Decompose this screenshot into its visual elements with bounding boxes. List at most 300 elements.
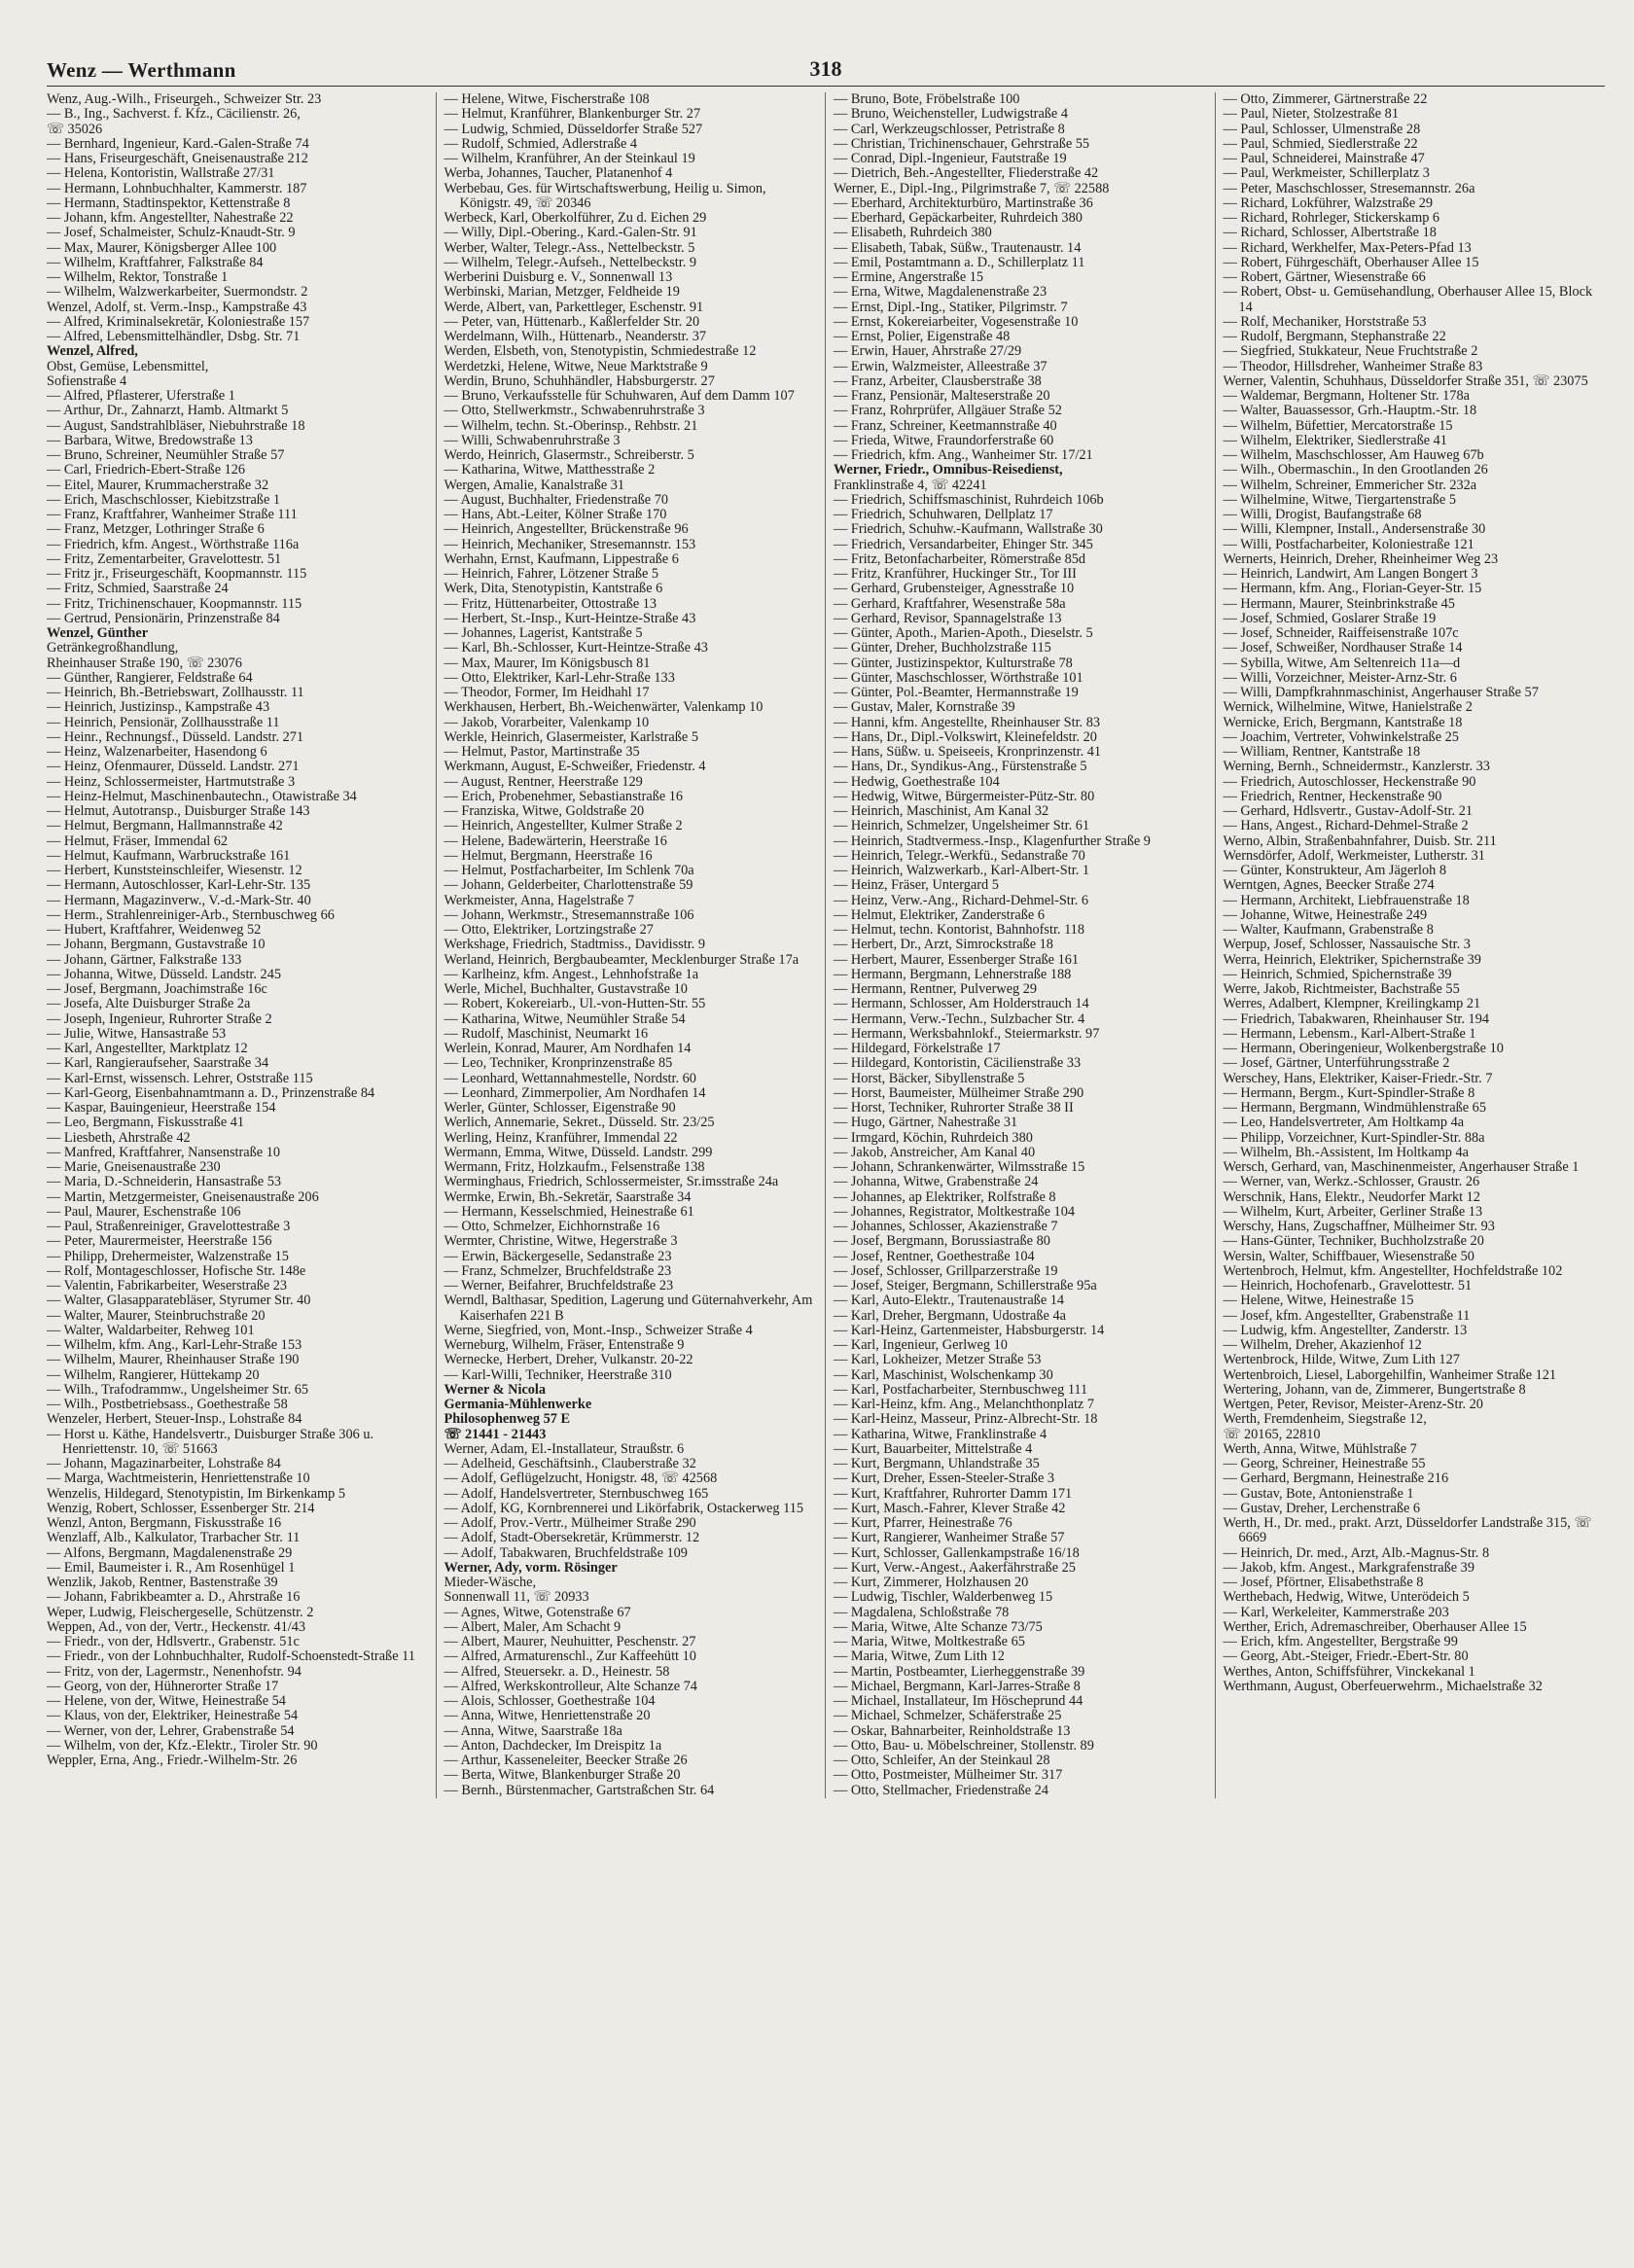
directory-entry: — Karl, Maschinist, Wolschenkamp 30 [834, 1366, 1053, 1383]
directory-entry: — Willi, Klempner, Install., Andersenstraße 30 [1223, 521, 1486, 538]
directory-entry: — Bruno, Bote, Fröbelstraße 100 [834, 92, 1020, 107]
directory-entry: — Wilhelm, techn. St.-Oberinsp., Rehbstr. 21 [444, 417, 698, 434]
directory-entry: — Wilhelm, Telegr.-Aufseh., Nettelbeckstr. 9 [444, 254, 697, 270]
directory-entry: — Helmut, Bergmann, Heerstraße 16 [444, 847, 653, 864]
directory-entry: — Horst u. Käthe, Handelsvertr., Duisburger Straße 306 u. Henriettenstr. 10, ☏ 51663 [47, 1426, 374, 1457]
directory-heading: Werner, Friedr., Omnibus-Reisedienst, [834, 462, 1063, 478]
directory-entry: — Herbert, Dr., Arzt, Simrockstraße 18 [834, 937, 1053, 953]
directory-entry: Wenz, Aug.-Wilh., Friseurgeh., Schweizer Str. 23 [47, 92, 322, 107]
directory-entry: — Helmut, Elektriker, Zanderstraße 6 [834, 906, 1045, 923]
directory-entry: Wernerts, Heinrich, Dreher, Rheinheimer Weg 23 [1223, 550, 1499, 567]
directory-entry: Werthmann, August, Oberfeuerwehrm., Michaelstraße 32 [1223, 1678, 1543, 1694]
directory-entry: — Oskar, Bahnarbeiter, Reinholdstraße 13 [834, 1722, 1071, 1739]
directory-entry: — Willi, Dampfkrahnmaschinist, Angerhauser Straße 57 [1223, 685, 1539, 700]
directory-entry: — Helmut, Pastor, Martinstraße 35 [444, 744, 640, 760]
directory-entry: — Johann, Fabrikbeamter a. D., Ahrstraße 16 [47, 1589, 301, 1606]
directory-entry: — Karl, Postfacharbeiter, Sternbuschweg 111 [834, 1381, 1088, 1398]
directory-entry: Franklinstraße 4, ☏ 42241 [834, 477, 987, 493]
directory-entry: — Josef, Rentner, Goethestraße 104 [834, 1248, 1035, 1264]
directory-entry: — Agnes, Witwe, Gotenstraße 67 [444, 1604, 631, 1620]
directory-entry: — Manfred, Kraftfahrer, Nansenstraße 10 [47, 1144, 280, 1160]
directory-entry: — Kurt, Masch.-Fahrer, Klever Straße 42 [834, 1500, 1066, 1516]
directory-entry: — Günter, Dreher, Buchholzstraße 115 [834, 640, 1051, 656]
directory-entry: ☏ 20165, 22810 [1223, 1426, 1321, 1442]
directory-entry: — Richard, Lokführer, Walzstraße 29 [1223, 195, 1434, 211]
directory-entry: — Richard, Werkhelfer, Max-Peters-Pfad 13 [1223, 239, 1472, 256]
directory-entry: — Herbert, Maurer, Essenberger Straße 161 [834, 951, 1080, 968]
directory-entry: Rheinhauser Straße 190, ☏ 23076 [47, 655, 242, 671]
directory-entry: — Hermann, Magazinverw., V.-d.-Mark-Str. 40 [47, 892, 311, 908]
directory-entry: Wertenbrock, Hilde, Witwe, Zum Lith 127 [1223, 1352, 1460, 1368]
directory-entry: — Walter, Glasapparatebläser, Styrumer Str. 40 [47, 1293, 311, 1309]
directory-entry: Werde, Albert, van, Parkettleger, Eschenstr. 91 [444, 299, 704, 315]
directory-entry: — Otto, Bau- u. Möbelschreiner, Stollenstr. 89 [834, 1737, 1094, 1754]
directory-entry: — Helena, Kontoristin, Wallstraße 27/31 [47, 165, 275, 182]
directory-entry: — Horst, Techniker, Ruhrorter Straße 38 II [834, 1100, 1074, 1116]
directory-entry: — Franz, Pensionär, Malteserstraße 20 [834, 388, 1050, 404]
directory-entry: — Marie, Gneisenaustraße 230 [47, 1159, 221, 1175]
directory-entry: — Kurt, Kraftfahrer, Ruhrorter Damm 171 [834, 1485, 1073, 1502]
directory-entry: — Erwin, Hauer, Ahrstraße 27/29 [834, 343, 1022, 360]
directory-entry: — Adolf, Prov.-Vertr., Mülheimer Straße 290 [444, 1515, 696, 1531]
directory-entry: — Hedwig, Goethestraße 104 [834, 773, 1000, 790]
directory-entry: — Heinz, Schlossermeister, Hartmutstraße 3 [47, 773, 296, 790]
directory-entry: — Hermann, Rentner, Pulverweg 29 [834, 981, 1038, 997]
directory-entry: — Emil, Postamtmann a. D., Schillerplatz 11 [834, 254, 1085, 270]
directory-entry: Wergen, Amalie, Kanalstraße 31 [444, 477, 625, 493]
directory-entry: — Elisabeth, Ruhrdeich 380 [834, 225, 992, 241]
directory-entry: — Karl, Angestellter, Marktplatz 12 [47, 1041, 248, 1056]
directory-entry: — Willi, Drogist, Baufangstraße 68 [1223, 507, 1422, 522]
directory-entry: — Friedr., von der Lohnbuchhalter, Rudolf-Schoenstedt-Straße 11 [47, 1648, 415, 1665]
directory-entry: — Karl-Heinz, Masseur, Prinz-Albrecht-Str. 18 [834, 1411, 1098, 1428]
directory-entry: — Friedrich, Schuhwaren, Dellplatz 17 [834, 507, 1053, 522]
directory-entry: — Philipp, Vorzeichner, Kurt-Spindler-Str. 88a [1223, 1129, 1485, 1146]
directory-entry: Werres, Adalbert, Klempner, Kreilingkamp 21 [1223, 996, 1481, 1012]
directory-entry: — Adolf, Tabakwaren, Bruchfeldstraße 109 [444, 1544, 688, 1561]
directory-entry: — Gustav, Bote, Antonienstraße 1 [1223, 1485, 1414, 1502]
directory-entry: — Robert, Kokereiarb., Ul.-von-Hutten-Str. 55 [444, 996, 706, 1012]
directory-entry: — Otto, Stellmacher, Friedenstraße 24 [834, 1782, 1048, 1798]
directory-entry: — Josef, Bergmann, Joachimstraße 16c [47, 981, 267, 997]
directory-heading: Werner, Ady, vorm. Rösinger [444, 1559, 618, 1576]
directory-entry: — Philipp, Drehermeister, Walzenstraße 15 [47, 1248, 289, 1264]
directory-entry: — Alfred, Kriminalsekretär, Koloniestraße 157 [47, 313, 310, 330]
directory-entry: — Johann, kfm. Angestellter, Nahestraße 22 [47, 210, 294, 226]
directory-entry: Werschnik, Hans, Elektr., Neudorfer Markt 12 [1223, 1188, 1480, 1205]
directory-entry: — Georg, Schreiner, Heinestraße 55 [1223, 1456, 1426, 1471]
directory-entry: — Günter, Justizinspektor, Kulturstraße 78 [834, 655, 1073, 671]
directory-entry: — Fritz, Hüttenarbeiter, Ottostraße 13 [444, 595, 657, 612]
directory-entry: — Josef, Steiger, Bergmann, Schillerstraße 95a [834, 1278, 1097, 1293]
directory-entry: Getränkegroßhandlung, [47, 640, 179, 656]
directory-entry: Werbinski, Marian, Metzger, Feldheide 19 [444, 284, 680, 301]
directory-entry: Werne, Siegfried, von, Mont.-Insp., Schweizer Straße 4 [444, 1322, 753, 1338]
directory-entry: — Rudolf, Maschinist, Neumarkt 16 [444, 1025, 649, 1042]
directory-entry: — Willy, Dipl.-Obering., Kard.-Galen-Str. 91 [444, 225, 697, 241]
directory-entry: Werden, Elsbeth, von, Stenotypistin, Schmiedestraße 12 [444, 343, 757, 360]
directory-entry: — Rolf, Montageschlosser, Hofische Str. 148e [47, 1262, 306, 1279]
directory-entry: — Richard, Rohrleger, Stickerskamp 6 [1223, 210, 1440, 226]
page-number: 318 [809, 56, 842, 81]
directory-entry: Werschy, Hans, Zugschaffner, Mülheimer Str. 93 [1223, 1219, 1495, 1234]
directory-entry: — Hermann, Stadtinspektor, Kettenstraße 8 [47, 195, 291, 211]
directory-entry: — Friedrich, Schiffsmaschinist, Ruhrdeich 106b [834, 491, 1104, 508]
directory-entry: Werlein, Konrad, Maurer, Am Nordhafen 14 [444, 1041, 692, 1056]
directory-entry: — Ludwig, Schmied, Düsseldorfer Straße 527 [444, 121, 703, 137]
column-3 [826, 92, 1216, 1798]
directory-entry: Wermter, Christine, Witwe, Hegerstraße 3 [444, 1233, 678, 1250]
directory-entry: Werdelmann, Wilh., Hüttenarb., Neanderstr. 37 [444, 329, 707, 344]
directory-entry: Wersch, Gerhard, van, Maschinenmeister, Angerhauser Straße 1 [1223, 1159, 1580, 1175]
directory-heading: Germania-Mühlenwerke [444, 1397, 592, 1412]
directory-entry: — Paul, Maurer, Eschenstraße 106 [47, 1203, 241, 1220]
directory-entry: — Johann, Gärtner, Falkstraße 133 [47, 951, 242, 968]
directory-entry: — Fritz, Zementarbeiter, Gravelottestr. 51 [47, 550, 282, 567]
directory-entry: — Ludwig, kfm. Angestellter, Zanderstr. 13 [1223, 1322, 1468, 1338]
directory-entry: Werneburg, Wilhelm, Fräser, Entenstraße 9 [444, 1337, 685, 1353]
directory-entry: Werra, Heinrich, Elektriker, Spichernstraße 39 [1223, 951, 1481, 968]
directory-entry: — Gertrud, Pensionärin, Prinzenstraße 84 [47, 610, 280, 626]
directory-entry: — Hermann, Kesselschmied, Heinestraße 61 [444, 1203, 694, 1220]
directory-entry: — Alfons, Bergmann, Magdalenenstraße 29 [47, 1544, 293, 1561]
directory-entry: — Johann, Bergmann, Gustavstraße 10 [47, 937, 266, 953]
directory-entry: — Wilhelm, Schreiner, Emmericher Str. 232a [1223, 477, 1477, 493]
directory-entry: — Wilhelm, kfm. Ang., Karl-Lehr-Straße 153 [47, 1337, 302, 1353]
directory-entry: Werberini Duisburg e. V., Sonnenwall 13 [444, 269, 673, 285]
directory-entry: — Leo, Techniker, Kronprinzenstraße 85 [444, 1055, 673, 1072]
directory-entry: — Josef, Bergmann, Borussiastraße 80 [834, 1233, 1050, 1250]
directory-entry: — Adelheid, Geschäftsinh., Clauberstraße 32 [444, 1456, 696, 1471]
directory-entry: — Helmut, Postfacharbeiter, Im Schlenk 70a [444, 863, 694, 878]
column-2 [437, 92, 827, 1798]
directory-entry: Wermke, Erwin, Bh.-Sekretär, Saarstraße 34 [444, 1188, 692, 1205]
directory-entry: Werther, Erich, Adremaschreiber, Oberhauser Allee 15 [1223, 1618, 1527, 1635]
directory-entry: — August, Rentner, Heerstraße 129 [444, 773, 643, 790]
directory-entry: — Wilhelm, Rektor, Tonstraße 1 [47, 269, 229, 285]
directory-entry: — Carl, Werkzeugschlosser, Petristraße 8 [834, 121, 1065, 137]
directory-entry: — Franz, Metzger, Lothringer Straße 6 [47, 521, 265, 538]
directory-entry: — Wilhelm, Kurt, Arbeiter, Gerliner Straße 13 [1223, 1203, 1483, 1220]
directory-entry: — Willi, Postfacharbeiter, Koloniestraße 121 [1223, 536, 1474, 552]
directory-entry: — Otto, Elektriker, Lortzingstraße 27 [444, 922, 654, 938]
directory-entry: — Hans, Friseurgeschäft, Gneisenaustraße 212 [47, 151, 308, 166]
directory-entry: — Heinrich, Fahrer, Lötzener Straße 5 [444, 566, 659, 582]
directory-entry: — Robert, Führgeschäft, Oberhauser Allee 15 [1223, 254, 1479, 270]
directory-entry: — Otto, Zimmerer, Gärtnerstraße 22 [1223, 92, 1428, 107]
directory-entry: — Ludwig, Tischler, Walderbenweg 15 [834, 1589, 1053, 1606]
directory-entry: — Kurt, Verw.-Angest., Aakerfährstraße 25 [834, 1559, 1076, 1576]
directory-entry: — Helmut, Kaufmann, Warbruckstraße 161 [47, 847, 291, 864]
directory-entry: — Hermann, Bergm., Kurt-Spindler-Straße 8 [1223, 1084, 1475, 1101]
directory-entry: — Karl-Georg, Eisenbahnamtmann a. D., Prinzenstraße 84 [47, 1084, 375, 1101]
directory-entry: — Werner, Beifahrer, Bruchfeldstraße 23 [444, 1278, 674, 1293]
directory-entry: — Karl, Auto-Elektr., Trautenaustraße 14 [834, 1293, 1065, 1309]
directory-entry: — Barbara, Witwe, Bredowstraße 13 [47, 432, 253, 448]
directory-entry: Werkmeister, Anna, Hagelstraße 7 [444, 892, 635, 908]
directory-entry: Wertenbroch, Helmut, kfm. Angestellter, Hochfeldstraße 102 [1223, 1262, 1563, 1279]
directory-entry: — Hans, Dr., Dipl.-Volkswirt, Kleinefeldstr. 20 [834, 728, 1097, 745]
directory-entry: — Johannes, Lagerist, Kantstraße 5 [444, 625, 643, 641]
directory-entry: — Paul, Schneiderei, Mainstraße 47 [1223, 151, 1425, 166]
directory-entry: — Martin, Postbeamter, Lierheggenstraße 39 [834, 1663, 1085, 1680]
directory-entry: — Liesbeth, Ahrstraße 42 [47, 1129, 191, 1146]
directory-entry: Werthes, Anton, Schiffsführer, Vinckekanal 1 [1223, 1663, 1475, 1680]
directory-entry: Werkshage, Friedrich, Stadtmiss., Davidisstr. 9 [444, 937, 705, 953]
directory-entry: — Hans-Günter, Techniker, Buchholzstraße 20 [1223, 1233, 1484, 1250]
directory-entry: — Paul, Schlosser, Ulmenstraße 28 [1223, 121, 1421, 137]
directory-entry: Werndl, Balthasar, Spedition, Lagerung und Güternahverkehr, Am Kaiserhafen 221 B [444, 1293, 813, 1324]
directory-entry: — Erwin, Bäckergeselle, Sedanstraße 23 [444, 1248, 672, 1264]
directory-entry: — Adolf, Stadt-Obersekretär, Krümmerstr. 12 [444, 1530, 700, 1546]
directory-entry: — Erich, Maschschlosser, Kiebitzstraße 1 [47, 491, 281, 508]
directory-entry: — Joachim, Vertreter, Vohwinkelstraße 25 [1223, 728, 1459, 745]
directory-entry: Wernick, Wilhelmine, Witwe, Hanielstraße 2 [1223, 699, 1473, 716]
directory-entry: — Hedwig, Witwe, Bürgermeister-Pütz-Str. 80 [834, 788, 1095, 804]
directory-entry: — Wilhelm, Kranführer, An der Steinkaul 19 [444, 151, 695, 166]
directory-entry: — Paul, Nieter, Stolzestraße 81 [1223, 106, 1399, 123]
directory-entry: — Josef, Schmied, Goslarer Straße 19 [1223, 610, 1437, 626]
directory-entry: — Otto, Schmelzer, Eichhornstraße 16 [444, 1219, 660, 1234]
directory-entry: — Maria, Witwe, Zum Lith 12 [834, 1648, 1005, 1665]
directory-entry: — Maria, Witwe, Alte Schanze 73/75 [834, 1618, 1043, 1635]
column-4 [1216, 92, 1606, 1798]
directory-entry: — Josef, Schlosser, Grillparzerstraße 19 [834, 1262, 1058, 1279]
directory-entry: Wenzig, Robert, Schlosser, Essenberger Str. 214 [47, 1500, 315, 1516]
directory-entry: — Heinrich, Mechaniker, Stresemannstr. 153 [444, 536, 696, 552]
directory-entry: — Gerhard, Grubensteiger, Agnesstraße 10 [834, 581, 1075, 597]
directory-entry: — Wilhelm, von der, Kfz.-Elektr., Tiroler Str. 90 [47, 1737, 318, 1754]
directory-entry: Wertgen, Peter, Revisor, Meister-Arenz-Str. 20 [1223, 1397, 1483, 1412]
directory-entry: Werdin, Bruno, Schuhhändler, Habsburgerstr. 27 [444, 372, 715, 389]
directory-entry: — Johann, Schrankenwärter, Wilmsstraße 15 [834, 1159, 1085, 1175]
directory-entry: — Jakob, Vorarbeiter, Valenkamp 10 [444, 714, 650, 730]
directory-entry: — Albert, Maurer, Neuhuitter, Peschenstr. 27 [444, 1634, 696, 1649]
directory-entry: — Johannes, Schlosser, Akazienstraße 7 [834, 1219, 1058, 1234]
directory-entry: — Otto, Postmeister, Mülheimer Str. 317 [834, 1767, 1063, 1784]
directory-entry: — Herm., Strahlenreiniger-Arb., Sternbuschweg 66 [47, 906, 335, 923]
directory-entry: — Hermann, Schlosser, Am Holderstrauch 14 [834, 996, 1089, 1012]
directory-entry: Wenzeler, Herbert, Steuer-Insp., Lohstraße 84 [47, 1411, 302, 1428]
directory-entry: — Hermann, Oberingenieur, Wolkenbergstraße 10 [1223, 1041, 1504, 1056]
directory-entry: — Josef, Schalmeister, Schulz-Knaudt-Str. 9 [47, 225, 296, 241]
directory-entry: — Johanne, Witwe, Heinestraße 249 [1223, 906, 1428, 923]
directory-entry: — Fritz, Kranführer, Huckinger Str., Tor III [834, 566, 1077, 582]
directory-entry: — Max, Maurer, Im Königsbusch 81 [444, 655, 651, 671]
directory-entry: — Hermann, Lohnbuchhalter, Kammerstr. 187 [47, 180, 307, 196]
directory-entry: — Gerhard, Hdlsvertr., Gustav-Adolf-Str. 21 [1223, 803, 1474, 819]
directory-entry: — Peter, Maurermeister, Heerstraße 156 [47, 1233, 272, 1250]
directory-entry: Sofienstraße 4 [47, 372, 127, 389]
directory-entry: — Georg, Abt.-Steiger, Friedr.-Ebert-Str. 80 [1223, 1648, 1469, 1665]
directory-entry: — Helene, von der, Witwe, Heinestraße 54 [47, 1693, 286, 1709]
directory-entry: — Hermann, Bergmann, Windmühlenstraße 65 [1223, 1100, 1486, 1116]
directory-entry: — Friedrich, Autoschlosser, Heckenstraße 90 [1223, 773, 1476, 790]
directory-entry: — Adolf, Handelsvertreter, Sternbuschweg 165 [444, 1485, 709, 1502]
directory-entry: Werkle, Heinrich, Glasermeister, Karlstraße 5 [444, 728, 698, 745]
directory-entry: — Eberhard, Architekturbüro, Martinstraße 36 [834, 195, 1093, 211]
directory-entry: — Helmut, Bergmann, Hallmannstraße 42 [47, 818, 283, 834]
directory-entry: — Karl, Bh.-Schlosser, Kurt-Heintze-Straße 43 [444, 640, 708, 656]
directory-entry: — Heinr., Rechnungsf., Düsseld. Landstr. 271 [47, 728, 304, 745]
directory-entry: — Richard, Schlosser, Albertstraße 18 [1223, 225, 1437, 241]
directory-entry: — Wilhelm, Maurer, Rheinhauser Straße 190 [47, 1352, 300, 1368]
directory-entry: — Irmgard, Köchin, Ruhrdeich 380 [834, 1129, 1033, 1146]
directory-entry: — Leonhard, Wettannahmestelle, Nordstr. 60 [444, 1070, 696, 1086]
directory-entry: — Gerhard, Bergmann, Heinestraße 216 [1223, 1471, 1449, 1487]
directory-entry: — Heinrich, Schmied, Spichernstraße 39 [1223, 966, 1452, 982]
directory-entry: — Heinz, Verw.-Ang., Richard-Dehmel-Str. 6 [834, 892, 1089, 908]
directory-entry: Werth, Fremdenheim, Siegstraße 12, [1223, 1411, 1427, 1428]
directory-entry: — Hans, Dr., Syndikus-Ang., Fürstenstraße 5 [834, 759, 1087, 775]
directory-entry: — Michael, Schmelzer, Schäferstraße 25 [834, 1708, 1062, 1724]
directory-entry: — Kurt, Bergmann, Uhlandstraße 35 [834, 1456, 1040, 1471]
directory-entry: — Anton, Dachdecker, Im Dreispitz 1a [444, 1737, 662, 1754]
directory-entry: — Josef, Schneider, Raiffeisenstraße 107c [1223, 625, 1459, 641]
directory-entry: Werler, Günter, Schlosser, Eigenstraße 90 [444, 1100, 676, 1116]
directory-entry: — Wilh., Trafodrammw., Ungelsheimer Str. 65 [47, 1381, 309, 1398]
directory-entry: — Martin, Metzgermeister, Gneisenaustraße 206 [47, 1188, 319, 1205]
directory-entry: — Theodor, Hillsdreher, Wanheimer Straße 83 [1223, 358, 1483, 374]
directory-entry: Wermann, Emma, Witwe, Düsseld. Landstr. 299 [444, 1144, 713, 1160]
directory-entry: — Herbert, St.-Insp., Kurt-Heintze-Straße 43 [444, 610, 696, 626]
directory-entry: — Gustav, Dreher, Lerchenstraße 6 [1223, 1500, 1421, 1516]
directory-entry: — Johannes, ap Elektriker, Rolfstraße 8 [834, 1188, 1056, 1205]
directory-entry: — Fritz jr., Friseurgeschäft, Koopmannstr. 115 [47, 566, 307, 582]
directory-entry: — Willi, Schwabenruhrstraße 3 [444, 432, 621, 448]
directory-entry: — Friedrich, Rentner, Heckenstraße 90 [1223, 788, 1442, 804]
directory-entry: — Katharina, Witwe, Neumühler Straße 54 [444, 1010, 686, 1027]
directory-entry: — Alfred, Werkskontrolleur, Alte Schanze 74 [444, 1678, 697, 1694]
directory-entry: Werner, Valentin, Schuhhaus, Düsseldorfer Straße 351, ☏ 23075 [1223, 372, 1588, 389]
directory-entry: — Kaspar, Bauingenieur, Heerstraße 154 [47, 1100, 276, 1116]
directory-entry: Werbebau, Ges. für Wirtschaftswerbung, Heilig u. Simon, Königstr. 49, ☏ 20346 [444, 180, 766, 211]
directory-entry: — Willi, Vorzeichner, Meister-Arnz-Str. 6 [1223, 669, 1457, 686]
directory-entry: — Karlheinz, kfm. Angest., Lehnhofstraße 1a [444, 966, 699, 982]
directory-entry: — Bruno, Schreiner, Neumühler Straße 57 [47, 447, 285, 463]
directory-entry: — Franz, Schmelzer, Bruchfeldstraße 23 [444, 1262, 672, 1279]
directory-entry: — Josef, kfm. Angestellter, Grabenstraße 11 [1223, 1307, 1471, 1324]
directory-entry: — Heinz, Fräser, Untergard 5 [834, 877, 999, 894]
directory-entry: Werschey, Hans, Elektriker, Kaiser-Friedr.-Str. 7 [1223, 1070, 1493, 1086]
directory-entry: — Rolf, Mechaniker, Horststraße 53 [1223, 313, 1427, 330]
directory-entry: — Hugo, Gärtner, Nahestraße 31 [834, 1115, 1018, 1131]
directory-entry: — Erich, Probenehmer, Sebastianstraße 16 [444, 788, 684, 804]
directory-entry: Wenzl, Anton, Bergmann, Fiskusstraße 16 [47, 1515, 282, 1531]
directory-entry: — Hermann, Maurer, Steinbrinkstraße 45 [1223, 595, 1455, 612]
directory-entry: — Gerhard, Kraftfahrer, Wesenstraße 58a [834, 595, 1066, 612]
directory-entry: — Sybilla, Witwe, Am Seltenreich 11a—d [1223, 655, 1461, 671]
directory-entry: — Joseph, Ingenieur, Ruhrorter Straße 2 [47, 1010, 272, 1027]
directory-entry: Wenzel, Adolf, st. Verm.-Insp., Kampstraße 43 [47, 299, 307, 315]
directory-entry: — Christian, Trichinenschauer, Gehrstraße 55 [834, 135, 1090, 152]
directory-entry: Werkhausen, Herbert, Bh.-Weichenwärter, Valenkamp 10 [444, 699, 764, 716]
directory-entry: — Michael, Bergmann, Karl-Jarres-Straße 8 [834, 1678, 1081, 1694]
directory-entry: — Walter, Waldarbeiter, Rehweg 101 [47, 1322, 255, 1338]
directory-entry: Werber, Walter, Telegr.-Ass., Nettelbeckstr. 5 [444, 239, 695, 256]
directory-entry: — Josef, Gärtner, Unterführungsstraße 2 [1223, 1055, 1450, 1072]
directory-entry: — Franz, Schreiner, Keetmannstraße 40 [834, 417, 1057, 434]
directory-entry: — William, Rentner, Kantstraße 18 [1223, 744, 1421, 760]
directory-entry: Wenzlik, Jakob, Rentner, Bastenstraße 39 [47, 1575, 278, 1590]
directory-entry: — Siegfried, Stukkateur, Neue Fruchtstraße 2 [1223, 343, 1478, 360]
directory-entry: — Maria, D.-Schneiderin, Hansastraße 53 [47, 1174, 281, 1190]
directory-entry: — Heinz, Walzenarbeiter, Hasendong 6 [47, 744, 267, 760]
directory-entry: — Peter, van, Hüttenarb., Kaßlerfelder Str. 20 [444, 313, 700, 330]
directory-entry: — Heinrich, Maschinist, Am Kanal 32 [834, 803, 1049, 819]
directory-heading: ☏ 21441 - 21443 [444, 1426, 547, 1442]
directory-entry: — Johanna, Witwe, Düsseld. Landstr. 245 [47, 966, 281, 982]
directory-entry: — Jakob, kfm. Angest., Markgrafenstraße 39 [1223, 1559, 1474, 1576]
directory-entry: — Horst, Bäcker, Sibyllenstraße 5 [834, 1070, 1025, 1086]
directory-entry: Werdo, Heinrich, Glasermstr., Schreiberstr. 5 [444, 447, 694, 463]
directory-entry: — Karl-Heinz, Gartenmeister, Habsburgerstr. 14 [834, 1322, 1105, 1338]
directory-entry: — Ernst, Dipl.-Ing., Statiker, Pilgrimstr. 7 [834, 299, 1068, 315]
directory-entry: — Paul, Straßenreiniger, Gravelottestraße 3 [47, 1219, 291, 1234]
directory-entry: — Hermann, Architekt, Liebfrauenstraße 18 [1223, 892, 1470, 908]
directory-entry: — Otto, Elektriker, Karl-Lehr-Straße 133 [444, 669, 675, 686]
directory-entry: Werbeck, Karl, Oberkolführer, Zu d. Eichen 29 [444, 210, 707, 226]
directory-entry: Werhahn, Ernst, Kaufmann, Lippestraße 6 [444, 550, 679, 567]
directory-entry: — Walter, Kaufmann, Grabenstraße 8 [1223, 922, 1434, 938]
directory-entry: — Franz, Kraftfahrer, Wanheimer Straße 111 [47, 507, 298, 522]
directory-entry: — Albert, Maler, Am Schacht 9 [444, 1618, 622, 1635]
directory-entry: — Helmut, Fräser, Immendal 62 [47, 833, 229, 849]
directory-entry: — Hermann, Werksbahnlokf., Steiermarkstr. 97 [834, 1025, 1100, 1042]
directory-entry: Werle, Michel, Buchhalter, Gustavstraße 10 [444, 981, 688, 997]
directory-entry: — Jakob, Anstreicher, Am Kanal 40 [834, 1144, 1036, 1160]
directory-entry: — Fritz, Schmied, Saarstraße 24 [47, 581, 229, 597]
directory-entry: — Leo, Bergmann, Fiskusstraße 41 [47, 1115, 245, 1131]
directory-entry: — Kurt, Rangierer, Wanheimer Straße 57 [834, 1530, 1065, 1546]
directory-entry: — Bruno, Verkaufsstelle für Schuhwaren, Auf dem Damm 107 [444, 388, 795, 404]
directory-entry: — Alfred, Steuersekr. a. D., Heinestr. 58 [444, 1663, 670, 1680]
directory-entry: — Hildegard, Förkelstraße 17 [834, 1041, 1001, 1056]
directory-entry: Werno, Albin, Straßenbahnfahrer, Duisb. Str. 211 [1223, 833, 1497, 849]
directory-entry: — Paul, Schmied, Siedlerstraße 22 [1223, 135, 1418, 152]
directory-entry: — Carl, Friedrich-Ebert-Straße 126 [47, 462, 246, 478]
directory-entry: — Johanna, Witwe, Grabenstraße 24 [834, 1174, 1039, 1190]
directory-entry: Sonnenwall 11, ☏ 20933 [444, 1589, 589, 1606]
directory-entry: — Günther, Rangierer, Feldstraße 64 [47, 669, 253, 686]
directory-entry: Weppler, Erna, Ang., Friedr.-Wilhelm-Str. 26 [47, 1753, 298, 1768]
directory-entry: — Anna, Witwe, Henriettenstraße 20 [444, 1708, 651, 1724]
directory-entry: — Karl, Rangieraufseher, Saarstraße 34 [47, 1055, 269, 1072]
directory-entry: — Leonhard, Zimmerpolier, Am Nordhafen 14 [444, 1084, 706, 1101]
directory-entry: — Johann, Gelderbeiter, Charlottenstraße 59 [444, 877, 693, 894]
directory-entry: — Adolf, Geflügelzucht, Honigstr. 48, ☏ 42568 [444, 1471, 718, 1487]
directory-entry: Werlich, Annemarie, Sekret., Düsseld. Str. 23/25 [444, 1115, 715, 1131]
directory-columns [47, 92, 1605, 1798]
directory-entry: — Heinrich, Schmelzer, Ungelsheimer Str. 61 [834, 818, 1090, 834]
directory-entry: — Hans, Süßw. u. Speiseeis, Kronprinzenstr. 41 [834, 744, 1102, 760]
directory-entry: — Heinrich, Justizinsp., Kampstraße 43 [47, 699, 270, 716]
directory-entry: — Kurt, Pfarrer, Heinestraße 76 [834, 1515, 1012, 1531]
directory-entry: — Helmut, techn. Kontorist, Bahnhofstr. 118 [834, 922, 1084, 938]
directory-entry: — Walter, Bauassessor, Grh.-Hauptm.-Str. 18 [1223, 403, 1477, 419]
directory-entry: — Heinrich, Telegr.-Werkfü., Sedanstraße 70 [834, 847, 1085, 864]
directory-entry: Werkmann, August, E-Schweißer, Friedenstr. 4 [444, 759, 706, 775]
directory-entry: — Friedrich, Versandarbeiter, Ehinger Str. 345 [834, 536, 1093, 552]
directory-entry: — Werner, van, Werkz.-Schlosser, Graustr. 26 [1223, 1174, 1480, 1190]
directory-entry: — Horst, Baumeister, Mülheimer Straße 290 [834, 1084, 1084, 1101]
directory-entry: — Helene, Witwe, Heinestraße 15 [1223, 1293, 1414, 1309]
directory-entry: — Hanni, kfm. Angestellte, Rheinhauser Str. 83 [834, 714, 1100, 730]
directory-entry: — Ermine, Angerstraße 15 [834, 269, 984, 285]
directory-entry: — Josef, Pförtner, Elisabethstraße 8 [1223, 1575, 1424, 1590]
directory-heading: Werner & Nicola [444, 1381, 547, 1398]
directory-entry: — Robert, Gärtner, Wiesenstraße 66 [1223, 269, 1426, 285]
